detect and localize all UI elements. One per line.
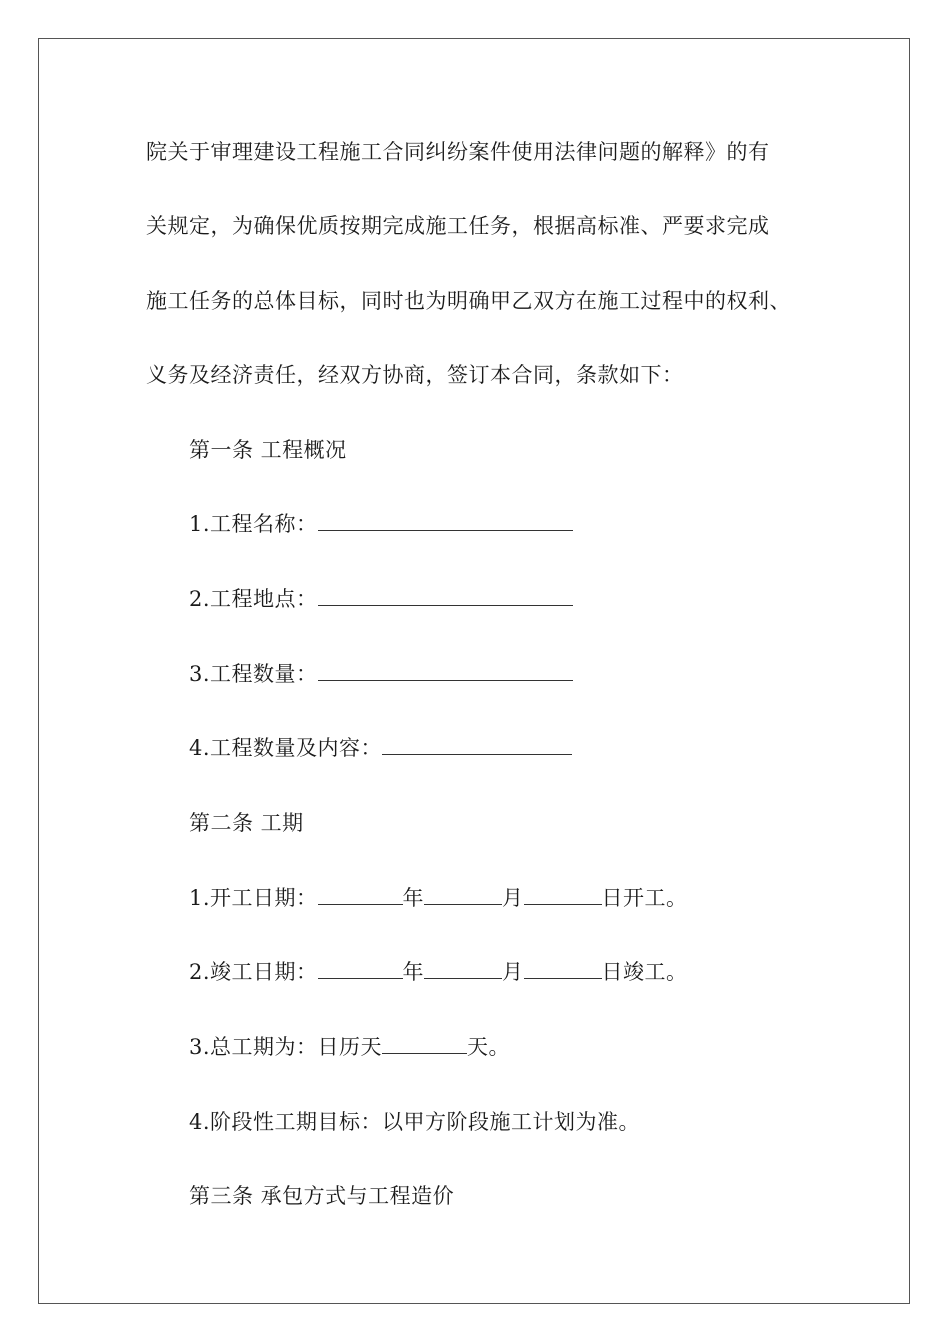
article-1-heading: 第一条 工程概况 (189, 438, 347, 462)
end-month-unit: 月 (502, 960, 524, 984)
end-day-suffix: 日竣工。 (601, 960, 688, 984)
article-3-heading: 第三条 承包方式与工程造价 (189, 1184, 455, 1208)
project-location-label: 2.工程地点： (189, 587, 318, 611)
project-content-blank[interactable] (382, 736, 572, 755)
article-2-heading: 第二条 工期 (189, 811, 304, 835)
start-date-row (189, 884, 688, 912)
project-name-blank[interactable] (318, 512, 573, 531)
stage-target-line: 4.阶段性工期目标：以甲方阶段施工计划为准。 (189, 1110, 641, 1134)
start-day-suffix: 日开工。 (601, 886, 688, 910)
start-date-label: 1.开工日期： (189, 886, 318, 910)
end-year-unit: 年 (402, 960, 425, 984)
total-duration-blank[interactable] (382, 1035, 467, 1054)
project-quantity-blank[interactable] (318, 662, 573, 681)
end-day-blank[interactable] (524, 960, 602, 979)
project-name-row (189, 510, 573, 538)
project-location-row (189, 585, 573, 613)
start-day-blank[interactable] (524, 886, 602, 905)
intro-line-1: 院关于审理建设工程施工合同纠纷案件使用法律问题的解释》的有 (146, 140, 770, 164)
end-date-row (189, 958, 688, 986)
intro-line-2: 关规定，为确保优质按期完成施工任务，根据高标准、严要求完成 (146, 214, 770, 238)
end-date-label: 2.竣工日期： (189, 960, 318, 984)
end-month-blank[interactable] (424, 960, 502, 979)
end-year-blank[interactable] (318, 960, 403, 979)
total-duration-suffix: 天。 (467, 1035, 511, 1059)
start-month-unit: 月 (502, 886, 524, 910)
intro-line-3: 施工任务的总体目标，同时也为明确甲乙双方在施工过程中的权利、 (146, 289, 791, 313)
intro-line-4: 义务及经济责任，经双方协商，签订本合同，条款如下： (146, 363, 684, 387)
project-location-blank[interactable] (318, 587, 573, 606)
total-duration-row (189, 1033, 510, 1061)
start-year-blank[interactable] (318, 886, 403, 905)
project-name-label: 1.工程名称： (189, 512, 318, 536)
project-quantity-row (189, 660, 573, 688)
project-content-label: 4.工程数量及内容： (189, 736, 383, 760)
start-month-blank[interactable] (424, 886, 502, 905)
start-year-unit: 年 (402, 886, 425, 910)
total-duration-label: 3.总工期为：日历天 (189, 1035, 383, 1059)
project-quantity-label: 3.工程数量： (189, 662, 318, 686)
project-content-row (189, 734, 572, 762)
